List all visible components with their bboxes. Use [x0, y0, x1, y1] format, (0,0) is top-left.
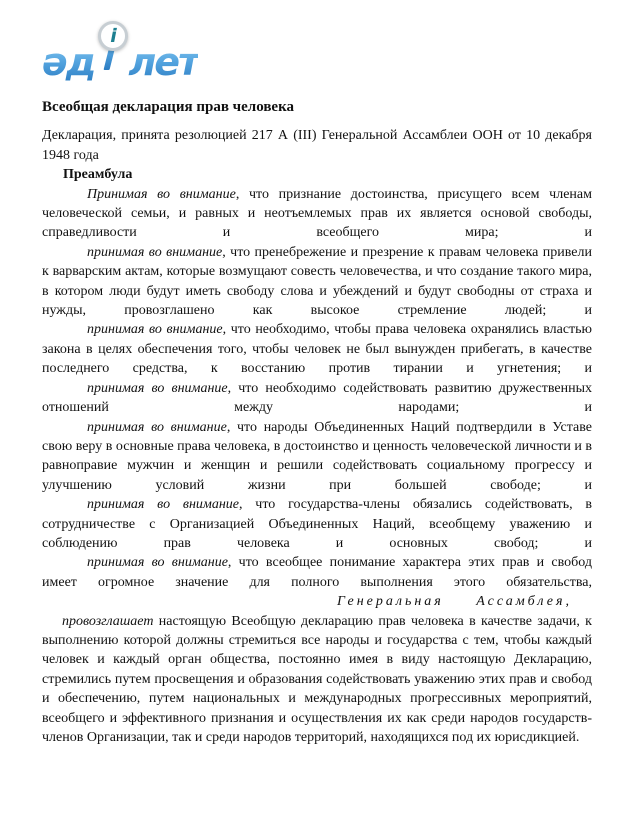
clause-lead: принимая во внимание: [87, 322, 223, 338]
clause-lead: принимая во внимание: [87, 244, 223, 260]
magnifier-lens: [98, 21, 128, 51]
proclamation-text: настоящую Всеобщую декларацию прав человека в качестве задачи, к выполнению которой должны стремиться все народы и государства с тем, чтобы каждый человек и каждый орган общества, постоянно имея в виду настоящую Декларацию, стремились путем просвещения и образования содействовать уважению этих прав и свобод и обеспечению, путем национальных и международных прогрессивных мероприятий, всеобщего и эффективного признания и осуществления их как среди народов государств-членов Организации, так и среди народов территорий, находящихся под их юрисдикцией.: [42, 613, 592, 745]
proclamation-paragraph: [42, 612, 592, 748]
document-title: Всеобщая декларация прав человека: [42, 99, 294, 115]
proclamation-lead: провозглашает: [62, 613, 154, 629]
clause-text: , что пренебрежение и презрение к правам человека привели к варварским актам, которые возмущают совесть человечества, и что создание такого мира, в котором люди будут иметь свободу слова и убеждений и будут свободны от страха и нужды, провозглашено как высокое стремление людей; и: [42, 244, 592, 319]
general-assembly-line: Генеральная Ассамблея,: [336, 594, 572, 610]
clause-text: , что необходимо содействовать развитию дружественных отношений между народами; и: [42, 380, 592, 416]
intro-paragraph: Декларация, принята резолюцией 217 А (III) Генеральной Ассамблеи ООН от 10 декабря 1948 года: [42, 128, 592, 163]
magnifier-icon: [97, 24, 127, 75]
clause-text: , что всеобщее понимание характера этих прав и свобод имеет огромное значение для полного выполнения этого обязательства,: [42, 555, 592, 590]
preamble-clause-1: [42, 185, 592, 243]
magnifier-handle: [104, 50, 115, 70]
preamble-clause-5: [42, 418, 592, 496]
clause-lead: Принимая во внимание: [87, 186, 236, 202]
clause-text: , что государства-члены обязались содействовать, в сотрудничестве с Организацией Объединенных Наций, всеобщему уважению и соблюдению прав человека и основных свобод; и: [42, 497, 592, 551]
clause-text: , что необходимо, чтобы права человека охранялись властью закона в целях обеспечения того, чтобы человек не был вынужден прибегать, в качестве последнего средства, к восстанию против тирании и угнетения; и: [42, 322, 592, 377]
clause-lead: принимая во внимание: [87, 497, 239, 513]
preamble-heading: Преамбула: [63, 167, 133, 183]
preamble-clause-4: [42, 379, 592, 418]
magnifier-letter: і: [110, 24, 117, 47]
clause-lead: принимая во внимание: [87, 419, 227, 435]
preamble-clause-2: [42, 243, 592, 321]
adilet-logo-word: [42, 24, 199, 84]
preamble-clause-3: [42, 320, 592, 378]
adilet-logo[interactable]: [42, 24, 592, 84]
preamble-clause-6: [42, 495, 592, 553]
clause-text: , что признание достоинства, присущего всем членам человеческой семьи, и равных и неотъемлемых прав их является основой свободы, справедливости и всеобщего мира; и: [42, 186, 592, 241]
clause-lead: принимая во внимание: [87, 380, 228, 396]
clause-text: , что народы Объединенных Наций подтвердили в Уставе свою веру в основные права человека, в достоинство и ценность человеческой личности и в равноправие мужчин и женщин и решили содействовать социальному прогрессу и улучшению условий жизни при большей свободе; и: [42, 419, 592, 493]
logo-text-right: лет: [128, 40, 199, 84]
preamble-clause-7: [42, 553, 592, 592]
logo-text-left: әд: [42, 40, 95, 84]
clause-lead: принимая во внимание: [87, 555, 228, 571]
